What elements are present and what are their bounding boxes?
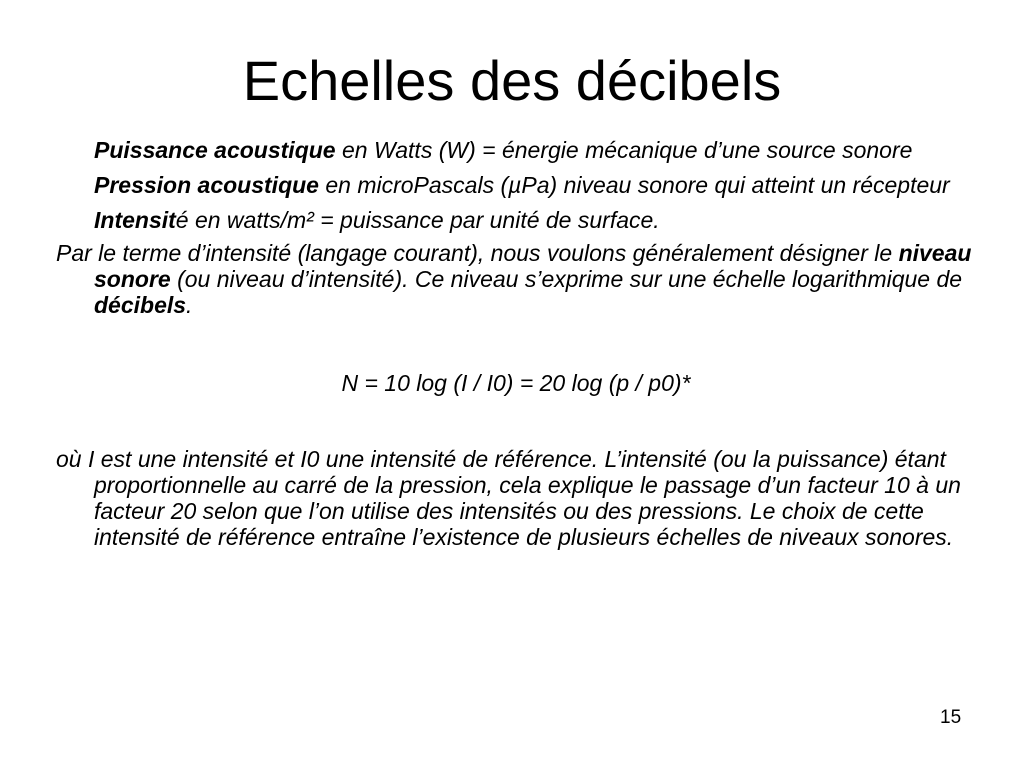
term-puissance-acoustique: Puissance acoustique bbox=[94, 137, 336, 163]
slide-body bbox=[56, 137, 976, 550]
definition-puissance-text: en Watts (W) = énergie mécanique d’une source sonore bbox=[335, 137, 913, 163]
term-pression-acoustique: Pression acoustique bbox=[94, 172, 319, 198]
slide-title: Echelles des décibels bbox=[242, 49, 782, 112]
definition-intensite bbox=[56, 207, 976, 233]
paragraph-intensite-part3: . bbox=[186, 292, 193, 318]
page-number: 15 bbox=[940, 707, 962, 728]
term-intensite: Intensit bbox=[94, 207, 176, 233]
paragraph-intensite-part2: (ou niveau d’intensité). Ce niveau s’exprime sur une échelle logarithmique de bbox=[170, 266, 963, 292]
term-decibels: décibels bbox=[94, 292, 187, 318]
definition-pression bbox=[56, 172, 976, 198]
paragraph-intensite bbox=[56, 240, 976, 318]
decibel-formula: N = 10 log (I / I0) = 20 log (p / p0)* bbox=[341, 370, 691, 396]
definition-puissance bbox=[56, 137, 976, 163]
definition-pression-text: en microPascals (µPa) niveau sonore qui atteint un récepteur bbox=[318, 172, 950, 198]
paragraph-intensite-part1: Par le terme d’intensité (langage courant), nous voulons généralement désigner le bbox=[56, 240, 899, 266]
paragraph-reference: où I est une intensité et I0 une intensité de référence. L’intensité (ou la puissance) étant proportionnelle au carré de la pression, cela explique le passage d’un facteur 10 à un facteur 20 selon que l’on utilise des intensités ou des pressions. Le choix de cette intensité de référence entraîne l’existence de plusieurs échelles de niveaux sonores. bbox=[56, 446, 961, 550]
definition-intensite-text: é en watts/m² = puissance par unité de surface. bbox=[175, 207, 660, 233]
term-niveau-sonore: niveau sonore bbox=[94, 240, 972, 292]
